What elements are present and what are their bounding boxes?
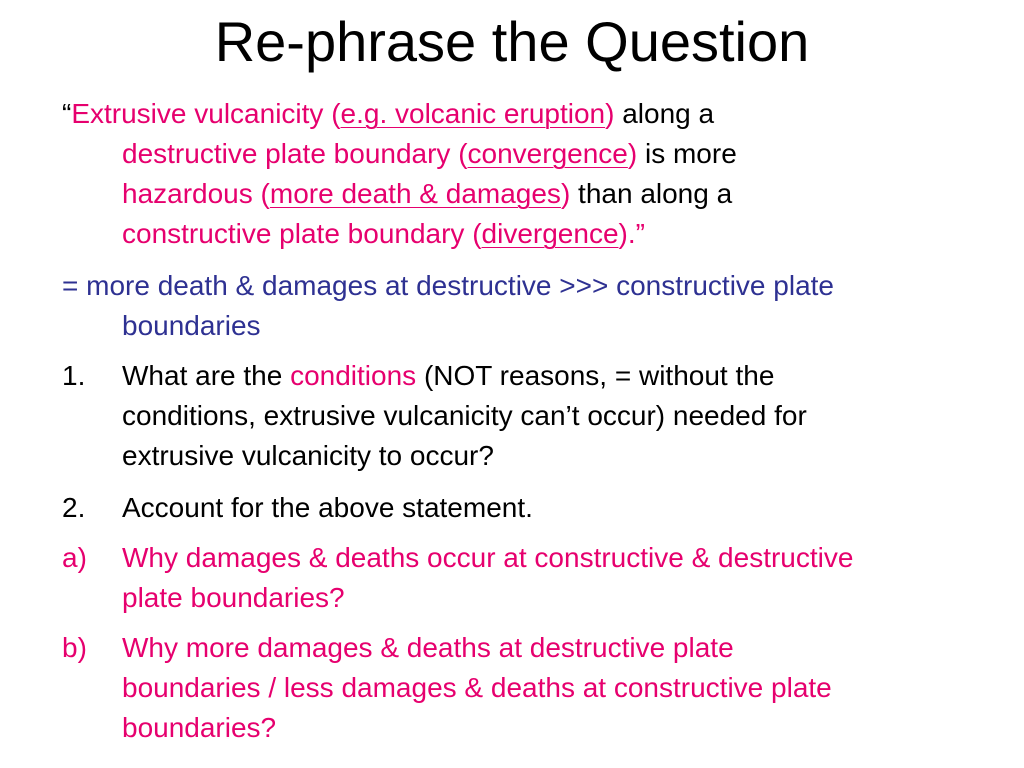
statement-underlined-term: more death & damages [269, 178, 561, 209]
statement-paragraph [62, 94, 1017, 254]
statement-line-4 [62, 214, 1017, 254]
statement-underlined-term: divergence [481, 218, 619, 249]
item-1-line-3: extrusive vulcanicity to occur? [122, 440, 494, 471]
statement-underlined-term: e.g. volcanic eruption [340, 98, 606, 129]
statement-text: than along a [570, 178, 733, 209]
statement-text: ) [560, 178, 571, 209]
item-1-marker: 1. [62, 360, 86, 391]
question-item-2 [62, 488, 1017, 528]
statement-line-2 [62, 134, 1017, 174]
item-b-marker: b) [62, 632, 87, 663]
statement-text: constructive plate boundary ( [122, 218, 482, 249]
item-a-line-2: plate boundaries? [122, 582, 345, 613]
item-b-line-1: Why more damages & deaths at destructive plate [122, 632, 734, 663]
statement-line-1 [62, 94, 1017, 134]
item-1-text-c: (NOT reasons, = without the [416, 360, 775, 391]
item-2-marker: 2. [62, 492, 86, 523]
item-a-line-1: Why damages & deaths occur at constructive & destructive [122, 542, 854, 573]
item-2-text: Account for the above statement. [122, 492, 533, 523]
item-1-line-2: conditions, extrusive vulcanicity can’t occur) needed for [122, 400, 807, 431]
item-a-marker: a) [62, 542, 87, 573]
statement-text: is more [637, 138, 737, 169]
statement-text: destructive plate boundary ( [122, 138, 468, 169]
statement-text: ) [605, 98, 615, 129]
item-1-text-a: What are the [122, 360, 291, 391]
item-b-line-2: boundaries / less damages & deaths at constructive plate [122, 672, 832, 703]
statement-line-3 [62, 174, 1017, 214]
statement-text: ) [627, 138, 638, 169]
question-item-a [62, 538, 1017, 618]
statement-text: ).” [618, 218, 645, 249]
question-item-b [62, 628, 1017, 748]
statement-underlined-term: convergence [467, 138, 628, 169]
statement-text: “ [62, 98, 72, 129]
question-item-1 [62, 356, 1017, 476]
item-1-keyword-conditions: conditions [290, 360, 417, 391]
statement-text: along a [614, 98, 715, 129]
slide-title: Re-phrase the Question [214, 10, 810, 73]
summary-paragraph [62, 266, 1017, 346]
statement-text: hazardous ( [122, 178, 270, 209]
item-b-line-3: boundaries? [122, 712, 277, 743]
statement-text: Extrusive vulcanicity ( [71, 98, 341, 129]
summary-line-2: boundaries [122, 310, 261, 341]
summary-line-1: = more death & damages at destructive >>> constructive plate [62, 270, 834, 301]
